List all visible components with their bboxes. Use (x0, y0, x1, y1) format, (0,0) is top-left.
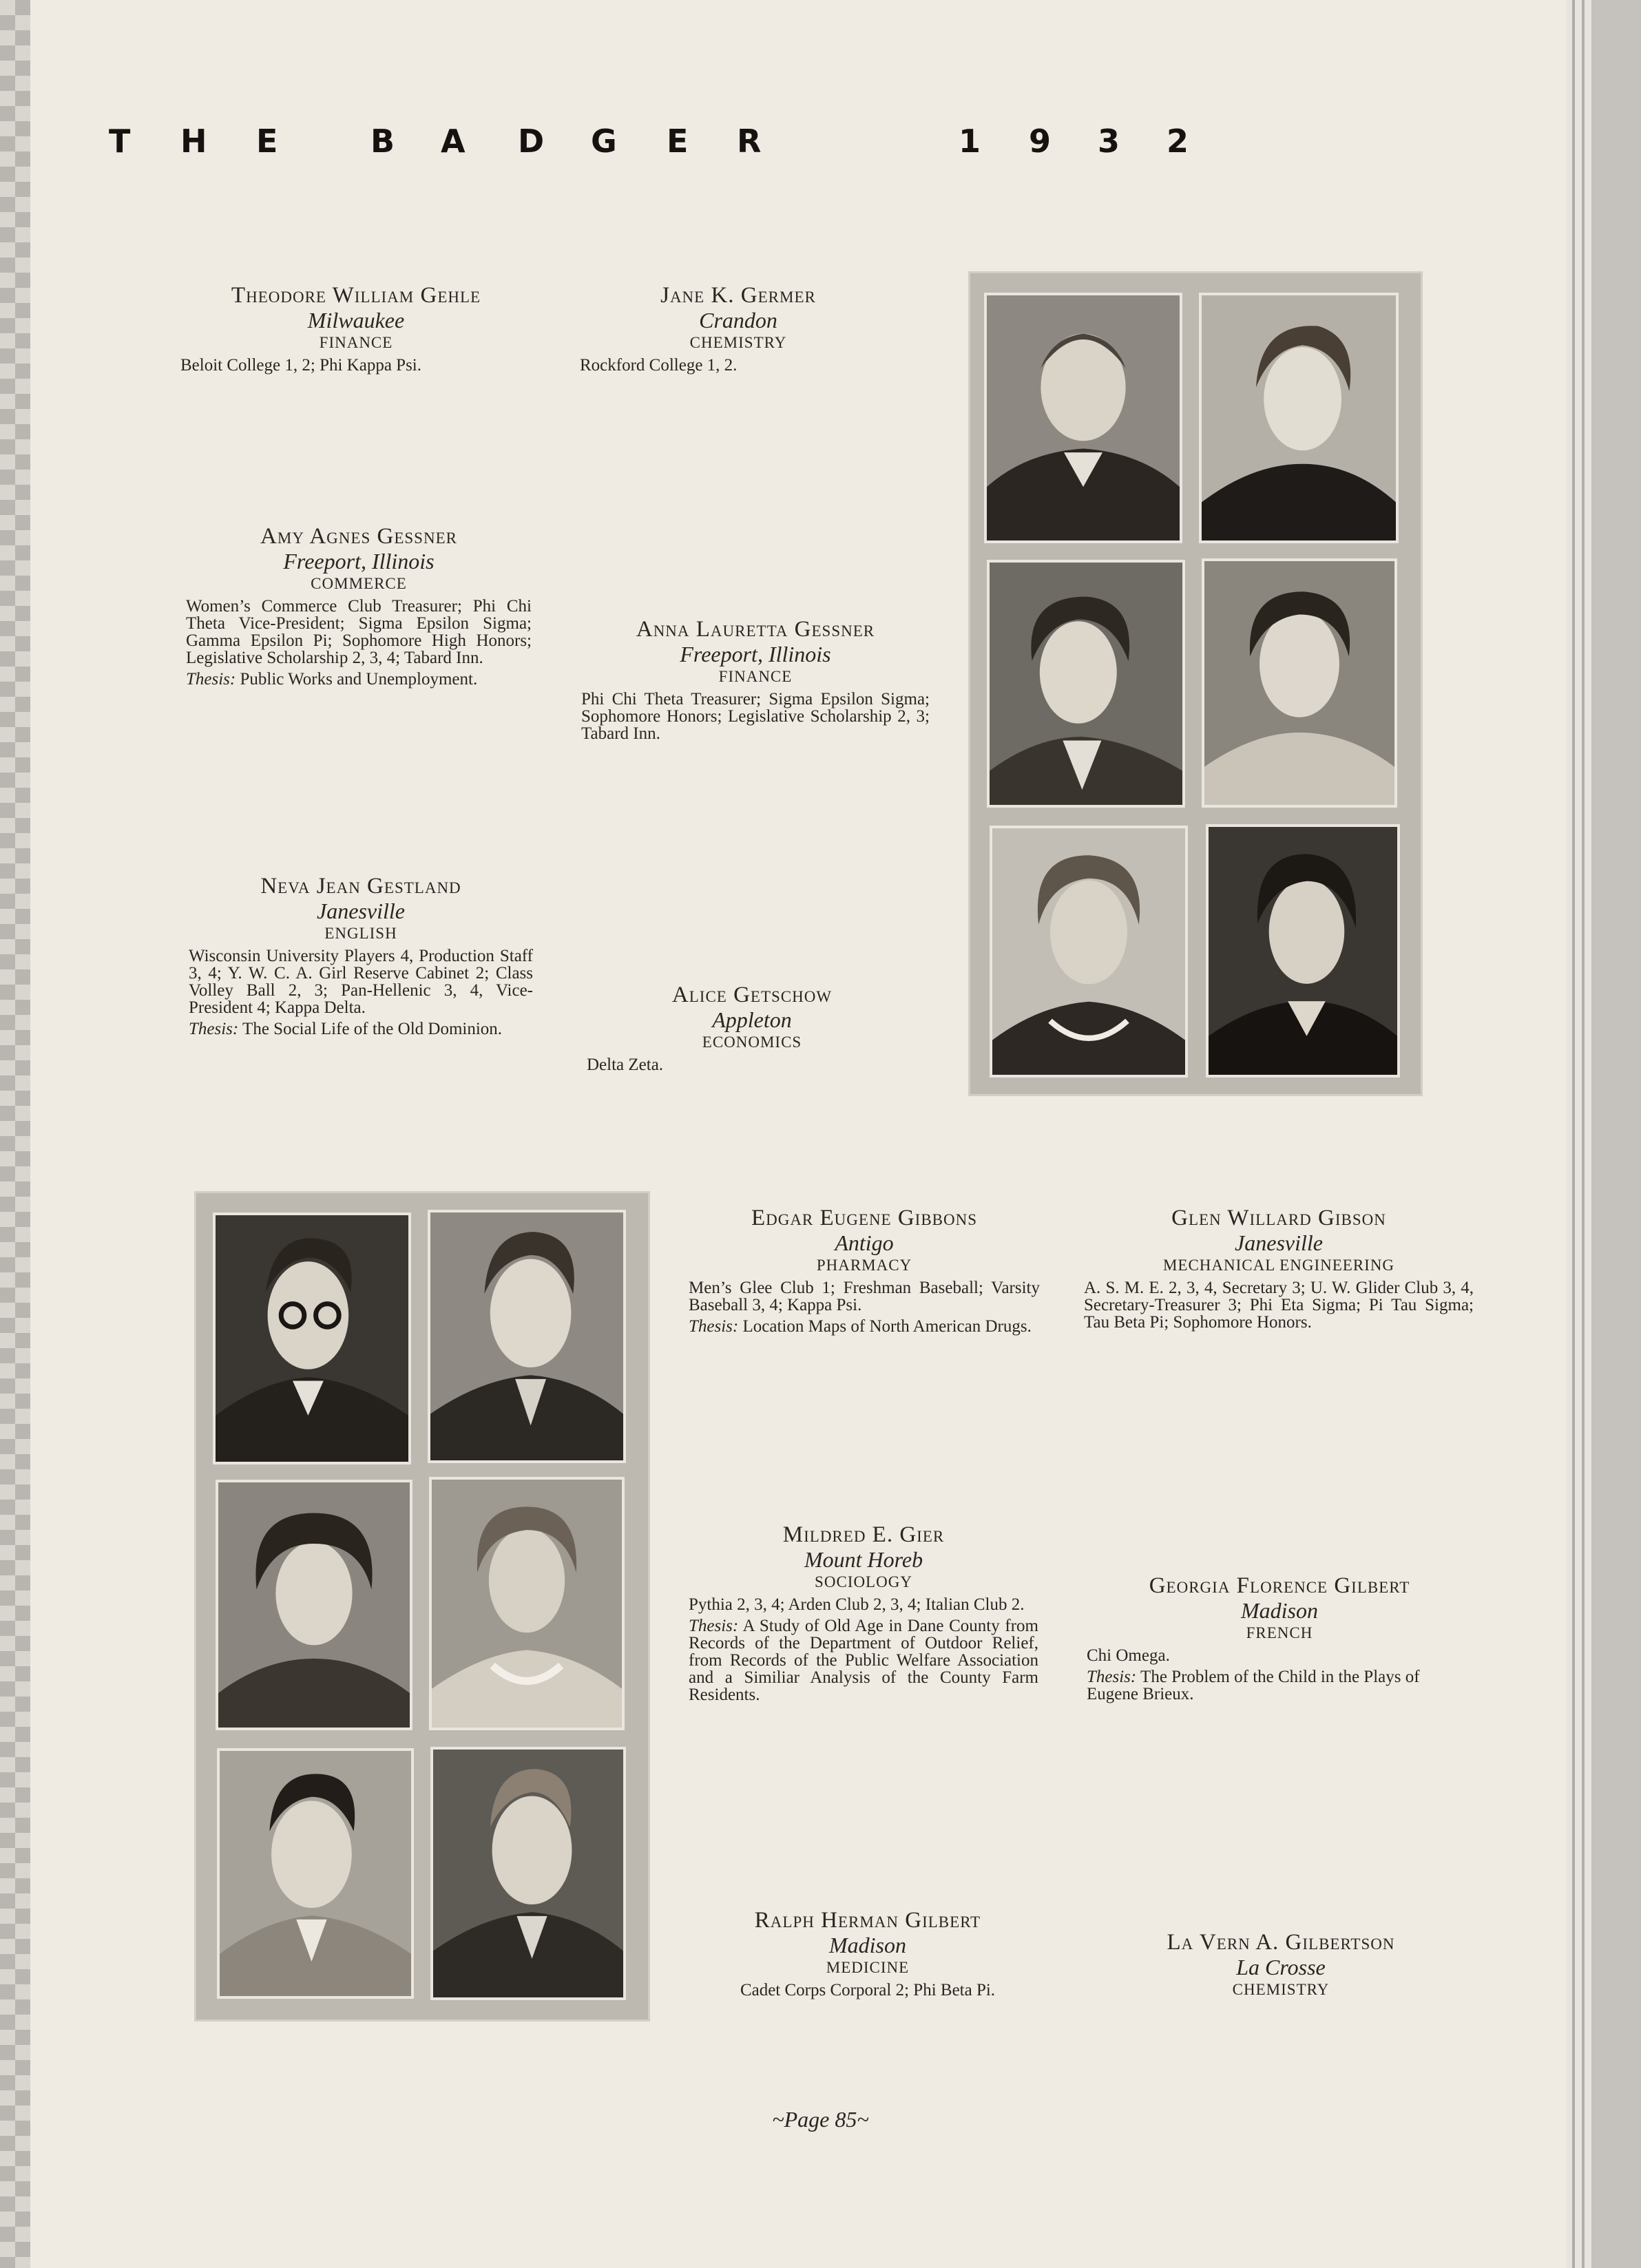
student-thesis (186, 671, 532, 688)
student-name: Neva Jean Gestland (260, 874, 461, 899)
student-major: SOCIOLOGY (815, 1573, 912, 1590)
student-name: Theodore William Gehle (231, 283, 481, 308)
student-name: Ralph Herman Gilbert (754, 1908, 981, 1933)
student-entry-gier (689, 1522, 1038, 1703)
right-decorative-border (1567, 0, 1641, 2268)
student-major: MEDICINE (826, 1959, 910, 1976)
student-activities: Men’s Glee Club 1; Freshman Baseball; Varsity Baseball 3, 4; Kappa Psi. (689, 1279, 1040, 1314)
student-activities: A. S. M. E. 2, 3, 4, Secretary 3; U. W. Glider Club 3, 4, Secretary-Treasurer 3; Phi Eta Sigma; Pi Tau Sigma; Tau Beta Pi; Sophomore Honors. (1084, 1279, 1474, 1332)
page-number: ~Page 85~ (772, 2107, 869, 2132)
student-hometown: Appleton (712, 1007, 792, 1032)
header-letter: A (441, 123, 466, 160)
student-activities: Wisconsin University Players 4, Production Staff 3, 4; Y. W. C. A. Girl Reserve Cabinet 2; Class Volley Ball 2, 3; Pan-Hellenic 3, 4, Vice-President 4; Kappa Delta. (189, 947, 533, 1017)
portrait-photo (1202, 558, 1397, 808)
student-name: Alice Getschow (671, 983, 833, 1007)
thesis-label: Thesis: (689, 1317, 739, 1336)
student-major: ENGLISH (324, 925, 397, 942)
student-major: COMMERCE (311, 575, 407, 592)
header-letter: D (518, 123, 545, 160)
thesis-label: Thesis: (186, 670, 236, 689)
student-major: FINANCE (718, 668, 793, 685)
thesis-label: Thesis: (689, 1617, 739, 1635)
student-entry-getschow (587, 982, 917, 1073)
header-letter: B (370, 123, 395, 160)
portrait-photo (1206, 824, 1400, 1078)
student-hometown: Milwaukee (307, 308, 405, 333)
student-hometown: Crandon (699, 308, 777, 333)
student-activities: Beloit College 1, 2; Phi Kappa Psi. (180, 356, 421, 375)
student-entry-germer (580, 282, 897, 374)
header-letter: H (180, 123, 207, 160)
header-year-digit: 1 (959, 123, 981, 160)
student-major: MECHANICAL ENGINEERING (1162, 1257, 1395, 1274)
portrait-photo (430, 1747, 626, 2000)
header-letter: E (667, 123, 689, 160)
student-name: Glen Willard Gibson (1171, 1206, 1386, 1230)
portrait-photo (429, 1477, 625, 1730)
portrait-photo (990, 826, 1188, 1078)
student-major: FINANCE (319, 334, 393, 351)
student-activities: Phi Chi Theta Treasurer; Sigma Epsilon Sigma; Sophomore Honors; Legislative Scholarship 2, 3; Tabard Inn. (581, 690, 930, 743)
portrait-photo (428, 1210, 626, 1463)
student-name: Mildred E. Gier (782, 1522, 945, 1547)
header-year-digit: 9 (1029, 123, 1052, 160)
student-entry-gehle (180, 282, 532, 374)
student-hometown: Janesville (1235, 1230, 1323, 1255)
student-entry-gestland (189, 873, 533, 1038)
student-activities: Women’s Commerce Club Treasurer; Phi Chi Theta Vice-President; Sigma Epsilon Sigma; Gamma Epsilon Pi; Sophomore High Honors; Legislative Scholarship 2, 3, 4; Tabard Inn. (186, 597, 532, 667)
left-decorative-border (0, 0, 30, 2268)
header-year-digit: 2 (1167, 123, 1189, 160)
student-activities: Rockford College 1, 2. (580, 356, 738, 375)
student-entry-amy-gessner (186, 523, 532, 688)
portrait-photo (216, 1480, 412, 1730)
student-hometown: Madison (829, 1933, 906, 1957)
student-name: Edgar Eugene Gibbons (751, 1206, 978, 1230)
student-hometown: Janesville (317, 899, 405, 923)
student-hometown: La Crosse (1236, 1955, 1326, 1980)
student-thesis (1087, 1668, 1472, 1703)
thesis-text: Public Works and Unemployment. (240, 670, 478, 689)
portrait-photo (984, 293, 1182, 543)
student-hometown: Mount Horeb (804, 1547, 923, 1572)
portrait-photo (217, 1748, 414, 1999)
thesis-text: Location Maps of North American Drugs. (742, 1317, 1032, 1336)
student-hometown: Freeport, Illinois (680, 642, 831, 666)
student-major: CHEMISTRY (1232, 1981, 1330, 1998)
thesis-label: Thesis: (189, 1020, 239, 1038)
student-name: Georgia Florence Gilbert (1149, 1573, 1410, 1598)
student-major: ECONOMICS (702, 1033, 802, 1051)
header-letter: R (737, 123, 762, 160)
student-name: La Vern A. Gilbertson (1167, 1930, 1395, 1955)
student-name: Amy Agnes Gessner (260, 524, 457, 549)
header-year-digit: 3 (1098, 123, 1120, 160)
thesis-label: Thesis: (1087, 1668, 1137, 1686)
student-major: CHEMISTRY (689, 334, 787, 351)
student-thesis (689, 1617, 1038, 1703)
portrait-panel-top (968, 271, 1423, 1096)
header-letter: E (256, 123, 278, 160)
thesis-text: The Social Life of the Old Dominion. (242, 1020, 503, 1038)
thesis-text: A Study of Old Age in Dane County from Records of the Department of Outdoor Relief, from Records of the Public Welfare Association and a Similiar Analysis of the County Farm Residents. (689, 1617, 1039, 1704)
portrait-panel-bottom (194, 1191, 650, 2022)
student-activities: Chi Omega. (1087, 1646, 1170, 1665)
header-letter: T (109, 123, 131, 160)
student-entry-ralph-gilbert (689, 1907, 1047, 1999)
student-hometown: Madison (1241, 1598, 1318, 1623)
thesis-text: The Problem of the Child in the Plays of Eugene Brieux. (1087, 1668, 1420, 1703)
student-name: Anna Lauretta Gessner (636, 617, 875, 642)
student-hometown: Freeport, Illinois (283, 549, 435, 574)
student-entry-gibson (1084, 1205, 1474, 1331)
student-thesis (189, 1020, 533, 1038)
student-thesis (689, 1318, 1040, 1335)
portrait-photo (213, 1212, 411, 1464)
student-entry-gibbons (689, 1205, 1040, 1335)
student-entry-georgia-gilbert (1087, 1573, 1472, 1703)
student-activities: Pythia 2, 3, 4; Arden Club 2, 3, 4; Italian Club 2. (689, 1595, 1025, 1614)
header-letter: G (591, 123, 617, 160)
student-entry-gilbertson (1088, 1929, 1474, 2001)
student-major: PHARMACY (816, 1257, 912, 1274)
student-activities: Delta Zeta. (587, 1056, 664, 1074)
student-hometown: Antigo (835, 1230, 894, 1255)
portrait-photo (987, 560, 1185, 808)
portrait-photo (1199, 293, 1399, 543)
student-major: FRENCH (1246, 1624, 1313, 1641)
student-entry-anna-gessner (581, 616, 930, 742)
student-activities: Cadet Corps Corporal 2; Phi Beta Pi. (740, 1981, 996, 1999)
student-name: Jane K. Germer (660, 283, 816, 308)
